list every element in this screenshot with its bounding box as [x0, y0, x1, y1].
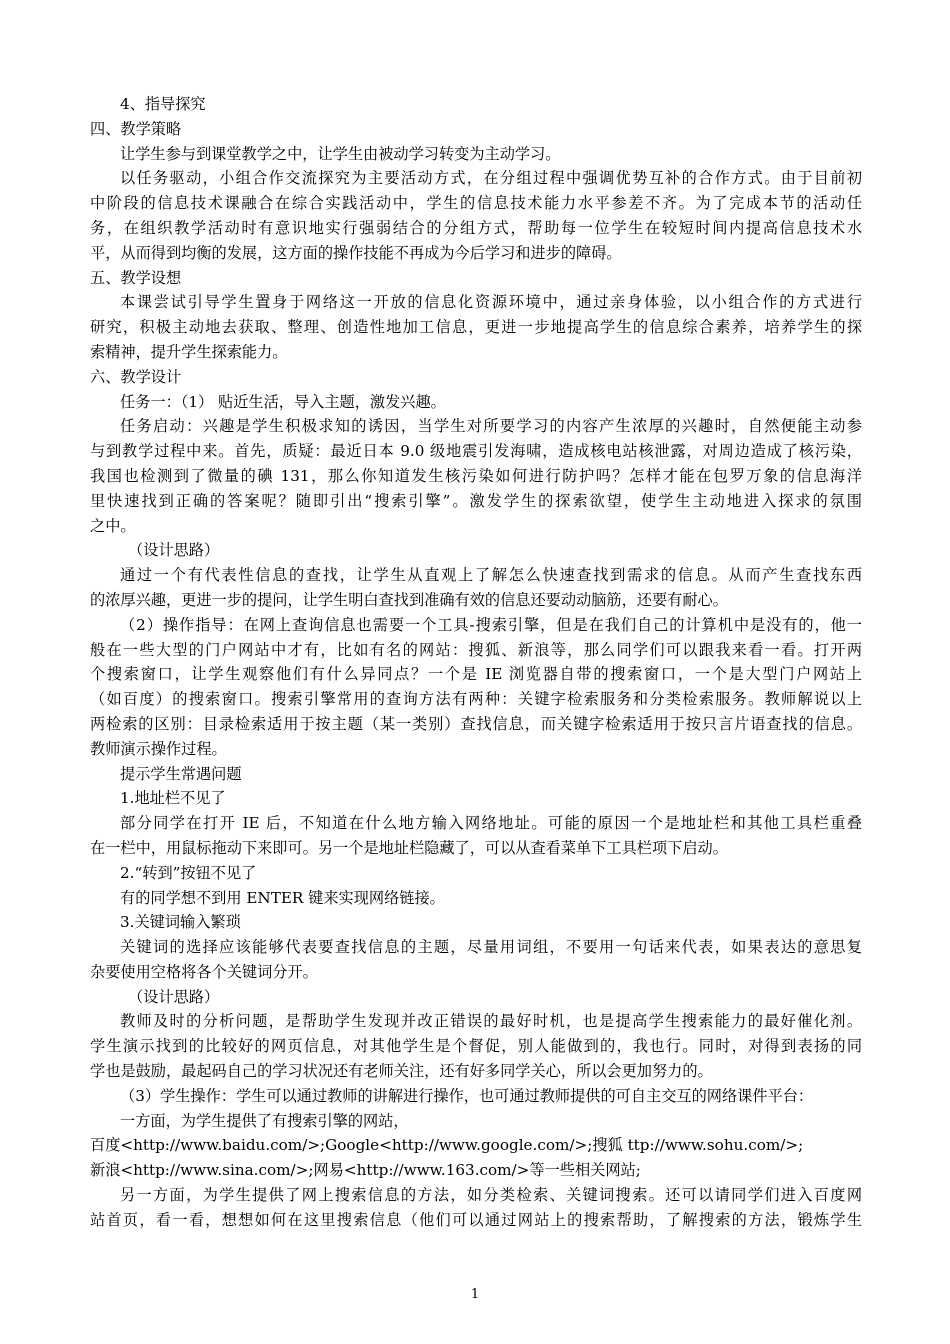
text-line: 关键词的选择应该能够代表要查找信息的主题，尽量用词组，不要用一句话来代表，如果表达的意思复	[120, 938, 862, 957]
text-line: 4、指导探究	[120, 95, 206, 113]
text-line: 百度<http://www.baidu.com/>;Google<http://www.google.com/>;搜狐 ttp://www.sohu.com/>;	[90, 1136, 804, 1155]
text-line: 让学生参与到课堂教学之中，让学生由被动学习转变为主动学习。	[120, 144, 561, 163]
text-line: 学生演示找到的比较好的网页信息，对其他学生是个督促，别人能做到的，我也行。同时，对得到表扬的同	[90, 1037, 862, 1056]
text-line: 四、教学策略	[90, 119, 182, 138]
text-line: 个搜索窗口，让学生观察他们有什么异同点？一个是 IE 浏览器自带的搜索窗口，一个是大型门户网站上	[90, 665, 862, 684]
text-line: 五、教学设想	[90, 268, 182, 287]
text-line: 里快速找到正确的答案呢？随即引出“搜索引擎”。激发学生的探索欲望，使学生主动地进入探求的氛围	[90, 491, 862, 510]
text-line: 我国也检测到了微量的碘 131，那么你知道发生核污染如何进行防护吗？怎样才能在包罗万象的信息海洋	[90, 466, 862, 485]
text-line: 新浪<http://www.sina.com/>;网易<http://www.163.com/>等一些相关网站;	[90, 1161, 641, 1180]
text-line: 另一方面，为学生提供了网上搜索信息的方法，如分类检索、关键词搜索。还可以请同学们进入百度网	[120, 1186, 862, 1205]
text-line: 提示学生常遇问题	[120, 764, 242, 783]
text-line: 之中。	[90, 516, 136, 535]
text-line: 部分同学在打开 IE 后，不知道在什么地方输入网络地址。可能的原因一个是地址栏和其他工具栏重叠	[120, 814, 862, 833]
text-line: 的浓厚兴趣，更进一步的提问，让学生明白查找到准确有效的信息还要动动脑筋，还要有耐心。	[90, 590, 728, 609]
text-line: 通过一个有代表性信息的查找，让学生从直观上了解怎么快速查找到需求的信息。从而产生查找东西	[120, 566, 862, 585]
text-line: 研究，积极主动地去获取、整理、创造性地加工信息，更进一步地提高学生的信息综合素养，培养学生的探	[90, 318, 862, 337]
text-line: 任务一：（1） 贴近生活，导入主题，激发兴趣。	[120, 392, 446, 411]
text-line: 与到教学过程中来。首先，质疑：最近日本 9.0 级地震引发海啸，造成核电站核泄露，对周边造成了核污染，	[90, 442, 862, 461]
text-line: 平，从而得到均衡的发展，这方面的操作技能不再成为今后学习和进步的障碍。	[90, 243, 622, 262]
text-line: 任务启动：兴趣是学生积极求知的诱因，当学生对所要学习的内容产生浓厚的兴趣时，自然便能主动参	[120, 417, 862, 436]
text-line: 1.地址栏不见了	[120, 789, 226, 808]
text-line: 六、教学设计	[90, 367, 182, 386]
text-line: 索精神，提升学生探索能力。	[90, 342, 288, 361]
text-line: （3）学生操作：学生可以通过教师的讲解进行操作，也可通过教师提供的可自主交互的网络课件平台：	[120, 1086, 814, 1105]
text-line: 本课尝试引导学生置身于网络这一开放的信息化资源环境中，通过亲身体验，以小组合作的方式进行	[120, 293, 862, 312]
text-line: 中阶段的信息技术课融合在综合实践活动中，学生的信息技术能力水平参差不齐。为了完成本节的活动任	[90, 194, 862, 213]
text-line: 教师演示操作过程。	[90, 739, 227, 758]
text-line: 在一栏中，用鼠标拖动下来即可。另一个是地址栏隐藏了，可以从查看菜单下工具栏项下启动。	[90, 838, 728, 857]
text-line: 2.“转到”按钮不见了	[120, 863, 257, 882]
text-line: （设计思路）	[128, 987, 220, 1006]
text-line: 学也是鼓励，最起码自己的学习状况还有老师关注，还有好多同学关心，所以会更加努力的。	[90, 1062, 713, 1081]
text-line: （2）操作指导：在网上查询信息也需要一个工具-搜索引擎，但是在我们自己的计算机中是没有的，他一	[120, 615, 862, 634]
text-line: 务，在组织教学活动时有意识地实行强弱结合的分组方式，帮助每一位学生在较短时间内提高信息技术水	[90, 218, 862, 237]
text-line: 有的同学想不到用 ENTER 键来实现网络链接。	[120, 888, 445, 907]
text-line: 教师及时的分析问题，是帮助学生发现并改正错误的最好时机，也是提高学生搜索能力的最好催化剂。	[120, 1012, 862, 1031]
text-line: 两检索的区别：目录检索适用于按主题（某一类别）查找信息，而关键字检索适用于按只言片语查找的信息。	[90, 714, 862, 733]
text-line: 般在一些大型的门户网站中才有，比如有名的网站：搜狐、新浪等，那么同学们可以跟我来看一看。打开两	[90, 640, 862, 659]
document-body	[90, 92, 862, 1233]
text-line: 一方面，为学生提供了有搜索引擎的网站，	[120, 1111, 409, 1130]
text-line: 站首页，看一看，想想如何在这里搜索信息（他们可以通过网站上的搜索帮助，了解搜索的方法，锻炼学生	[90, 1210, 862, 1229]
page-number: 1	[470, 1287, 480, 1302]
text-line: 以任务驱动，小组合作交流探究为主要活动方式，在分组过程中强调优势互补的合作方式。由于目前初	[120, 169, 862, 188]
text-line: 3.关键词输入繁琐	[120, 913, 241, 932]
text-line: （如百度）的搜索窗口。搜索引擎常用的查询方法有两种：关键字检索服务和分类检索服务。教师解说以上	[90, 690, 862, 709]
text-line: 杂要使用空格将各个关键词分开。	[90, 962, 318, 981]
text-line: （设计思路）	[128, 541, 220, 560]
